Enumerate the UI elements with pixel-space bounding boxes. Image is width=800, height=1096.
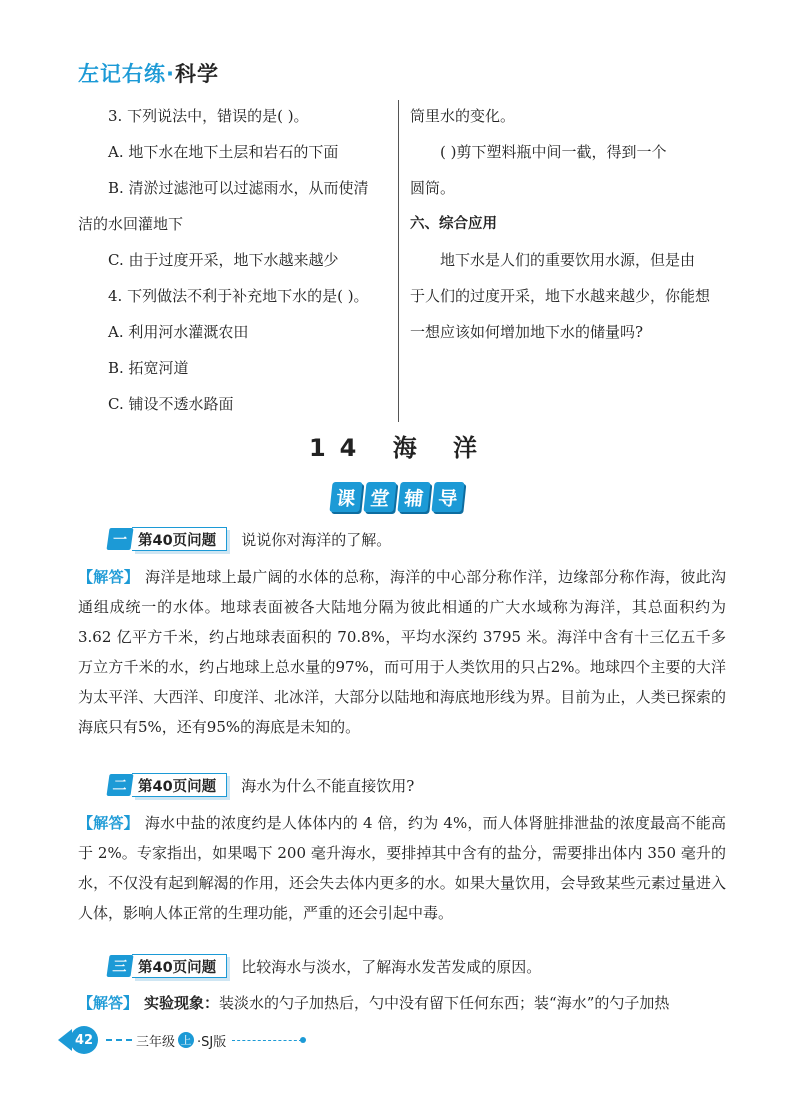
comprehensive-line-1: 地下水是人们的重要饮用水源，但是由 xyxy=(440,251,696,269)
chapter-number: 14 xyxy=(308,434,371,462)
option-3a: A. 地下水在地下土层和岩石的下面 xyxy=(108,143,339,161)
chapter-heading xyxy=(0,428,800,463)
answer-text: 海洋是地球上最广阔的水体的总称，海洋的中心部分称作洋，边缘部分称作海，彼此沟通组成统一的水体。地球表面被各大陆地分隔为彼此相通的广大水域称为海洋，其总面积约为 3.62 亿平方千米，约占地球表面积的 70.8%，平均水深约 3795 米。海洋中含有十三亿五千多万立方千米的水，约占地球上总水量的97%，而可用于人类饮用的只占2%。地球四个主要的大洋为太平洋、大西洋、印度洋、北冰洋，大部分以陆地和海底地形线为界。目前为止，人类已探索的海底只有5%，还有95%的海底是未知的。 xyxy=(78,568,726,736)
classroom-guide-banner xyxy=(331,482,463,512)
answer-tag: 【解答】 xyxy=(78,994,139,1012)
footer-edition: ·SJ版 xyxy=(197,1034,227,1050)
answer-3 xyxy=(78,988,726,1018)
right-line-2: ( )剪下塑料瓶中间一截，得到一个 xyxy=(440,143,667,161)
left-column xyxy=(78,98,388,422)
option-4b: B. 拓宽河道 xyxy=(108,359,189,377)
right-column xyxy=(410,98,730,350)
answer-text: 装淡水的勺子加热后，勺中没有留下任何东西；装“海水”的勺子加热 xyxy=(219,994,670,1012)
question-label-2 xyxy=(108,773,414,797)
question-number-badge: 二 xyxy=(106,774,133,796)
answer-bold-lead: 实验现象： xyxy=(144,994,220,1012)
banner-char: 堂 xyxy=(363,482,396,512)
answer-text: 海水中盐的浓度约是人体体内的 4 倍，约为 4%，而人体肾脏排泄盐的浓度最高不能高于 2%。专家指出，如果喝下 200 毫升海水，要排掉其中含有的盐分，需要排出体内 350 毫升的水，不仅没有起到解渴的作用，还会失去体内更多的水。如果大量饮用，会导致某些元素过量进入人体，影响人体正常的生理功能，严重的还会引起中毒。 xyxy=(78,814,726,922)
brand-title xyxy=(78,58,219,88)
section-6-heading: 六、综合应用 xyxy=(410,216,497,232)
question-number-badge: 三 xyxy=(106,955,133,977)
answer-2 xyxy=(78,808,726,928)
answer-tag: 【解答】 xyxy=(78,814,139,832)
footer-dashed-tail xyxy=(232,1040,302,1041)
brand-subject: 科学 xyxy=(174,62,219,86)
column-divider xyxy=(398,100,399,422)
page-footer xyxy=(58,1026,302,1054)
banner-char: 导 xyxy=(431,482,464,512)
question-page-label: 第40页问题 xyxy=(132,773,227,797)
chapter-title: 海 洋 xyxy=(392,434,492,462)
right-line-1: 筒里水的变化。 xyxy=(410,107,516,125)
brand-main: 左记右练 xyxy=(78,62,166,86)
right-line-3: 圆筒。 xyxy=(410,179,456,197)
question-label-3 xyxy=(108,954,541,978)
page-number: 42 xyxy=(70,1026,98,1054)
question-label-1 xyxy=(108,527,391,551)
answer-1 xyxy=(78,562,726,742)
banner-char: 辅 xyxy=(397,482,430,512)
comprehensive-line-2: 于人们的过度开采，地下水越来越少，你能想 xyxy=(410,287,711,305)
comprehensive-line-3: 一想应该如何增加地下水的储量吗? xyxy=(410,323,644,341)
brand-dot: · xyxy=(166,62,175,86)
question-page-label: 第40页问题 xyxy=(132,954,227,978)
question-prompt: 说说你对海洋的了解。 xyxy=(241,530,392,549)
footer-dash xyxy=(106,1039,132,1041)
banner-char: 课 xyxy=(329,482,362,512)
question-page-label: 第40页问题 xyxy=(132,527,227,551)
footer-term-badge: 上 xyxy=(178,1032,194,1048)
question-4: 4. 下列做法不利于补充地下水的是( )。 xyxy=(108,287,369,305)
option-3b-line1: B. 清淤过滤池可以过滤雨水，从而使清 xyxy=(108,179,369,197)
question-number-badge: 一 xyxy=(106,528,133,550)
footer-grade: 三年级 xyxy=(136,1034,176,1050)
page-number-badge xyxy=(58,1026,102,1054)
question-prompt: 比较海水与淡水，了解海水发苦发咸的原因。 xyxy=(241,957,542,976)
option-3b-line2: 洁的水回灌地下 xyxy=(78,215,184,233)
question-prompt: 海水为什么不能直接饮用? xyxy=(241,776,415,795)
answer-tag: 【解答】 xyxy=(78,568,140,586)
option-3c: C. 由于过度开采，地下水越来越少 xyxy=(108,251,339,269)
question-3: 3. 下列说法中，错误的是( )。 xyxy=(108,107,309,125)
option-4c: C. 铺设不透水路面 xyxy=(108,395,234,413)
option-4a: A. 利用河水灌溉农田 xyxy=(108,323,249,341)
